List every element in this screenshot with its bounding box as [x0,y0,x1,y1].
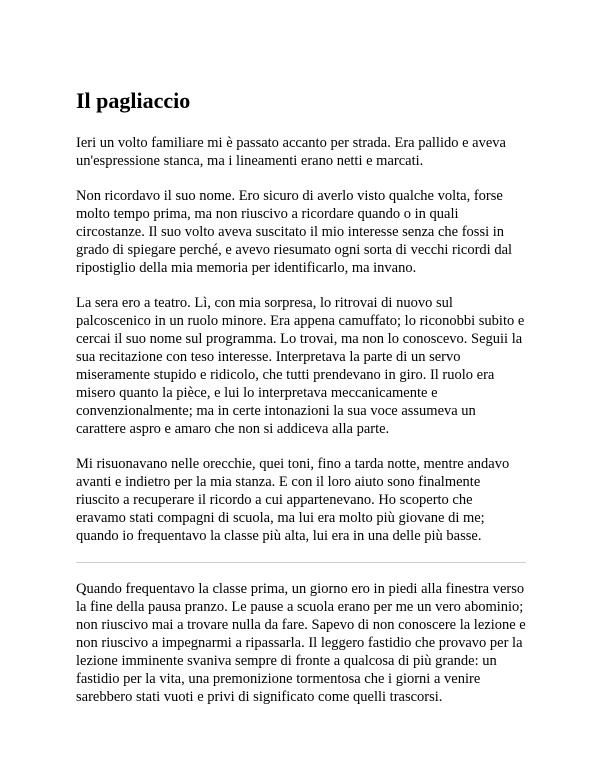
paragraph-3: La sera ero a teatro. Lì, con mia sorpresa, lo ritrovai di nuovo sul palcoscenico in un ruolo minore. Era appena camuffato; lo riconobbi subito e cercai il suo nome sul programma. Lo trovai, ma non lo conoscevo. Seguii la sua recitazione con teso interesse. Interpretava la parte di un servo miseramente stupido e ridicolo, che tutti prendevano in giro. Il ruolo era misero quanto la pièce, e lui lo interpretava meccanicamente e convenzionalmente; ma in certe intonazioni la sua voce assumeva un carattere aspro e amaro che non si addiceva alla parte. [76,295,525,437]
paragraph-1: Ieri un volto familiare mi è passato accanto per strada. Era pallido e aveva un'espressione stanca, ma i lineamenti erano netti e marcati. [76,135,506,169]
paragraph-2: Non ricordavo il suo nome. Ero sicuro di averlo visto qualche volta, forse molto tempo prima, ma non riuscivo a ricordare quando o in quali circostanze. Il suo volto aveva suscitato il mio interesse senza che fossi in grado di spiegare perché, e avevo riesumato ogni sorta di vecchi ricordi dal ripostiglio della mia memoria per identificarlo, ma invano. [76,188,513,276]
section-divider [76,562,526,563]
paragraph-5: Quando frequentavo la classe prima, un giorno ero in piedi alla finestra verso la fine della pausa pranzo. Le pause a scuola erano per me un vero abominio; non riuscivo mai a trovare nulla da fare. Sapevo di non conoscere la lezione e non riuscivo a impegnarmi a ripassarla. Il leggero fastidio che provavo per la lezione imminente svaniva sempre di fronte a qualcosa di più grande: un fastidio per la vita, una premonizione tormentosa che i giorni a venire sarebbero stati vuoti e privi di significato come quelli trascorsi. [76,581,526,705]
paragraph-4: Mi risuonavano nelle orecchie, quei toni, fino a tarda notte, mentre andavo avanti e indietro per la mia stanza. E con il loro aiuto sono finalmente riuscito a recuperare il ricordo a cui appartenevano. Ho scoperto che eravamo stati compagni di scuola, ma lui era molto più giovane di me; quando io frequentavo la classe più alta, lui era in una delle più basse. [76,456,510,544]
page-title: Il pagliaccio [76,88,191,113]
document-body [76,88,526,723]
